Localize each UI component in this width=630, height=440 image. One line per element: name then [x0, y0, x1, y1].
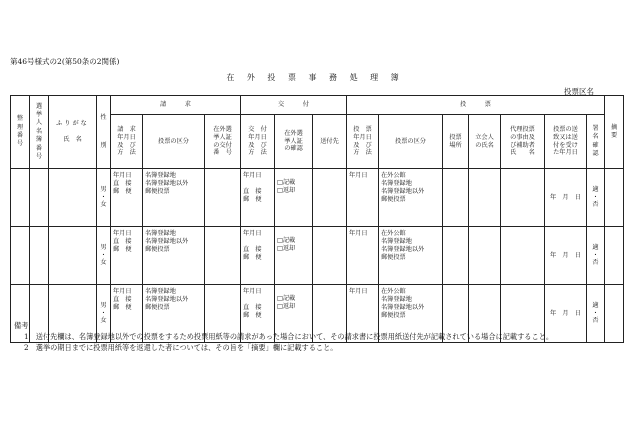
kakunin-cell[interactable]: □記載 □返却	[275, 227, 313, 285]
sub-shomei-kakunin: 署名確認	[587, 115, 605, 169]
shomei-cell[interactable]: 適 ・ 否	[587, 169, 605, 227]
tohyo-method-cell[interactable]: 年月日	[347, 285, 379, 343]
seikyu-method-cell[interactable]: 年月日 直 接 郵 便	[111, 285, 143, 343]
kofu-method-cell[interactable]: 年月日 直 接 郵 便	[241, 169, 275, 227]
sofu-date-cell[interactable]: 年 月 日	[545, 227, 587, 285]
sub-kofu-date: 交 付 年月日 及 び 方 法	[241, 115, 275, 169]
notes-section	[14, 320, 630, 353]
seikyu-method-cell[interactable]: 年月日 直 接 郵 便	[111, 169, 143, 227]
sub-tohyo-basho: 投票 場所	[443, 115, 469, 169]
tohyo-kubun-cell[interactable]: 在外公館 名簿登録地 名簿登録地以外 郵便投票	[379, 285, 443, 343]
table-row	[11, 169, 624, 227]
group-seikyu: 請 求	[111, 96, 241, 115]
tachiainin-cell[interactable]	[469, 169, 501, 227]
sex-cell[interactable]: 男 ・ 女	[97, 285, 111, 343]
tekiyo-cell[interactable]	[605, 169, 624, 227]
sex-cell[interactable]: 男 ・ 女	[97, 227, 111, 285]
note-item: 1 送付先欄は、名簿登録地以外での投票をするため投票用紙等の請求があった場合において、その請求書に投票用紙送付先が記載されている場合に記載すること。	[24, 332, 554, 342]
notes-title: 備考	[14, 321, 29, 330]
meibo-bango-cell[interactable]	[30, 227, 49, 285]
tohyo-kubun-cell[interactable]: 在外公館 名簿登録地 名簿登録地以外 郵便投票	[379, 169, 443, 227]
tohyo-method-cell[interactable]: 年月日	[347, 169, 379, 227]
group-tohyo: 投 票	[347, 96, 605, 115]
seikyu-kubun-cell[interactable]: 名簿登録地 名簿登録地以外 郵便投票	[143, 227, 205, 285]
tohyo-method-cell[interactable]: 年月日	[347, 227, 379, 285]
district-label: 投票区名	[564, 87, 594, 96]
shomei-cell[interactable]: 適 ・ 否	[587, 285, 605, 343]
sub-dairi: 代理投票 の事由及 び補助者 氏 名	[501, 115, 545, 169]
sub-sofu-date: 投票の送 致又は送 付を受け た年月日	[545, 115, 587, 169]
sub-zaigai-kakunin: 在外選 挙人証 の確認	[275, 115, 313, 169]
kofu-method-cell[interactable]: 年月日 直 接 郵 便	[241, 285, 275, 343]
sofusaki-cell[interactable]	[313, 169, 347, 227]
seiri-bango-cell[interactable]	[11, 227, 30, 285]
kakunin-cell[interactable]: □記載 □返却	[275, 285, 313, 343]
meibo-bango-cell[interactable]	[30, 169, 49, 227]
seikyu-method-cell[interactable]: 年月日 直 接 郵 便	[111, 227, 143, 285]
kofu-method-cell[interactable]: 年月日 直 接 郵 便	[241, 227, 275, 285]
tohyo-basho-cell[interactable]	[443, 227, 469, 285]
zaigai-number-cell[interactable]	[205, 227, 241, 285]
sub-zaigai-number: 在外選 挙人証 の交付 番 号	[205, 115, 241, 169]
sub-tohyo-date: 投 票 年月日 及 び 方 法	[347, 115, 379, 169]
col-seiri-bango: 整理番号	[11, 96, 30, 169]
sex-cell[interactable]: 男 ・ 女	[97, 169, 111, 227]
sofu-date-cell[interactable]: 年 月 日	[545, 169, 587, 227]
name-label: 氏 名	[63, 136, 82, 143]
group-kofu: 交 付	[241, 96, 347, 115]
sub-sofusaki: 送付先	[313, 115, 347, 169]
seikyu-kubun-cell[interactable]: 名簿登録地 名簿登録地以外 郵便投票	[143, 169, 205, 227]
seikyu-kubun-cell[interactable]: 名簿登録地 名簿登録地以外 郵便投票	[143, 285, 205, 343]
tachiainin-cell[interactable]	[469, 227, 501, 285]
sub-seikyu-date: 請 求 年月日 及 び 方 法	[111, 115, 143, 169]
kakunin-cell[interactable]: □記載 □返却	[275, 169, 313, 227]
tohyo-basho-cell[interactable]	[443, 169, 469, 227]
sub-tohyo-kubun: 投票の区分	[143, 115, 205, 169]
col-tekiyo: 摘要	[605, 96, 624, 169]
document-title: 在 外 投 票 事 務 処 理 簿	[226, 73, 404, 82]
name-cell[interactable]	[49, 227, 97, 285]
sub-tachiainin: 立会人 の氏名	[469, 115, 501, 169]
col-sex: 性別	[97, 96, 111, 169]
tekiyo-cell[interactable]	[605, 227, 624, 285]
tohyo-kubun-cell[interactable]: 在外公館 名簿登録地 名簿登録地以外 郵便投票	[379, 227, 443, 285]
shomei-cell[interactable]: 適 ・ 否	[587, 227, 605, 285]
zaigai-number-cell[interactable]	[205, 169, 241, 227]
note-item: 2 選挙の期日までに投票用紙等を返還した者については、その旨を「摘要」欄に記載すること。	[24, 343, 338, 353]
table-row	[11, 227, 624, 285]
sofu-date-cell[interactable]: 年 月 日	[545, 285, 587, 343]
seiri-bango-cell[interactable]	[11, 169, 30, 227]
form-number: 第46号様式の2(第50条の2関係)	[10, 57, 120, 66]
col-meibo-bango: 選挙人名簿番号	[30, 96, 49, 169]
sub-tohyo-kubun-2: 投票の区分	[379, 115, 443, 169]
dairi-cell[interactable]	[501, 169, 545, 227]
register-table	[10, 95, 624, 343]
furigana-label: ふりがな	[56, 120, 89, 128]
col-name	[49, 96, 97, 169]
dairi-cell[interactable]	[501, 227, 545, 285]
sofusaki-cell[interactable]	[313, 227, 347, 285]
name-cell[interactable]	[49, 169, 97, 227]
header-row-1	[11, 96, 624, 115]
